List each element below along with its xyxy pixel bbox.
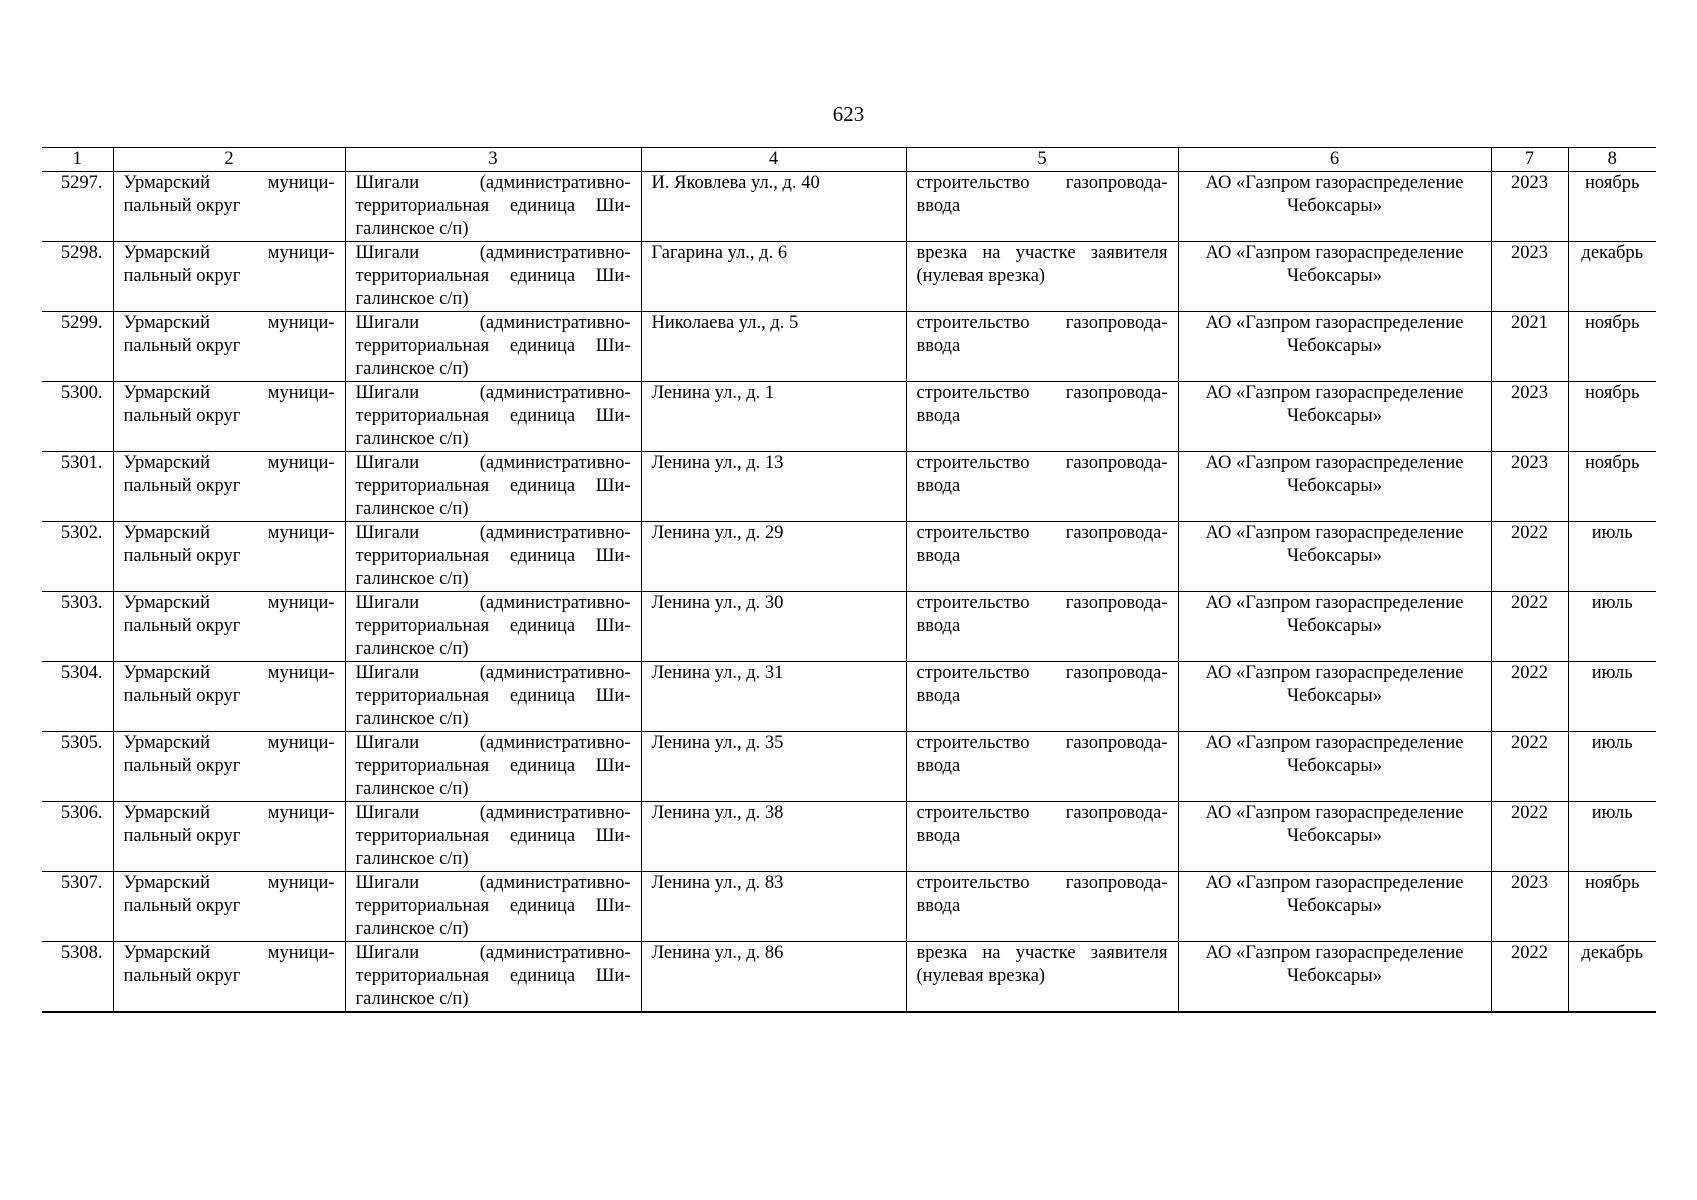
address-cell: Гагарина ул., д. 6: [641, 242, 906, 312]
organization-cell: АО «Газпром газораспределение Чебоксары»: [1178, 382, 1491, 452]
row-number: 5307.: [42, 872, 113, 942]
settlement-cell: Шигали (административно-территориальная единица Ши-галинское с/п): [345, 382, 641, 452]
table-row: [42, 872, 1656, 942]
row-number: 5302.: [42, 522, 113, 592]
work-type-cell: строительство газопровода-ввода: [906, 732, 1178, 802]
work-type-cell: врезка на участке заявителя (нулевая врезка): [906, 942, 1178, 1013]
address-cell: Ленина ул., д. 31: [641, 662, 906, 732]
row-number: 5308.: [42, 942, 113, 1013]
row-number: 5300.: [42, 382, 113, 452]
page-number: 623: [832, 102, 865, 126]
settlement-cell: Шигали (административно-территориальная единица Ши-галинское с/п): [345, 802, 641, 872]
table-row: [42, 592, 1656, 662]
address-cell: И. Яковлева ул., д. 40: [641, 172, 906, 242]
district-cell: Урмарский муници-пальный округ: [113, 522, 345, 592]
table-row: [42, 942, 1656, 1013]
work-type-cell: строительство газопровода-ввода: [906, 802, 1178, 872]
year-cell: 2023: [1491, 872, 1568, 942]
year-cell: 2022: [1491, 802, 1568, 872]
address-cell: Ленина ул., д. 83: [641, 872, 906, 942]
address-cell: Ленина ул., д. 38: [641, 802, 906, 872]
settlement-cell: Шигали (административно-территориальная единица Ши-галинское с/п): [345, 452, 641, 522]
year-cell: 2023: [1491, 242, 1568, 312]
address-cell: Ленина ул., д. 29: [641, 522, 906, 592]
district-cell: Урмарский муници-пальный округ: [113, 732, 345, 802]
row-number: 5297.: [42, 172, 113, 242]
column-numbers-row: [42, 148, 1656, 172]
month-cell: июль: [1568, 662, 1656, 732]
district-cell: Урмарский муници-пальный округ: [113, 872, 345, 942]
settlement-cell: Шигали (административно-территориальная единица Ши-галинское с/п): [345, 942, 641, 1013]
column-header: 3: [345, 148, 641, 172]
row-number: 5305.: [42, 732, 113, 802]
row-number: 5304.: [42, 662, 113, 732]
column-header: 8: [1568, 148, 1656, 172]
address-cell: Ленина ул., д. 30: [641, 592, 906, 662]
row-number: 5303.: [42, 592, 113, 662]
work-type-cell: строительство газопровода-ввода: [906, 592, 1178, 662]
organization-cell: АО «Газпром газораспределение Чебоксары»: [1178, 802, 1491, 872]
work-type-cell: строительство газопровода-ввода: [906, 312, 1178, 382]
year-cell: 2022: [1491, 942, 1568, 1013]
year-cell: 2022: [1491, 662, 1568, 732]
column-header: 7: [1491, 148, 1568, 172]
month-cell: декабрь: [1568, 942, 1656, 1013]
district-cell: Урмарский муници-пальный округ: [113, 382, 345, 452]
table-row: [42, 382, 1656, 452]
district-cell: Урмарский муници-пальный округ: [113, 452, 345, 522]
year-cell: 2022: [1491, 592, 1568, 662]
organization-cell: АО «Газпром газораспределение Чебоксары»: [1178, 662, 1491, 732]
table-row: [42, 662, 1656, 732]
organization-cell: АО «Газпром газораспределение Чебоксары»: [1178, 942, 1491, 1013]
district-cell: Урмарский муници-пальный округ: [113, 312, 345, 382]
district-cell: Урмарский муници-пальный округ: [113, 592, 345, 662]
month-cell: ноябрь: [1568, 382, 1656, 452]
address-cell: Ленина ул., д. 13: [641, 452, 906, 522]
month-cell: июль: [1568, 522, 1656, 592]
column-header: 2: [113, 148, 345, 172]
organization-cell: АО «Газпром газораспределение Чебоксары»: [1178, 172, 1491, 242]
address-cell: Ленина ул., д. 35: [641, 732, 906, 802]
row-number: 5301.: [42, 452, 113, 522]
district-cell: Урмарский муници-пальный округ: [113, 662, 345, 732]
month-cell: ноябрь: [1568, 312, 1656, 382]
table-row: [42, 732, 1656, 802]
work-type-cell: строительство газопровода-ввода: [906, 382, 1178, 452]
row-number: 5298.: [42, 242, 113, 312]
month-cell: июль: [1568, 732, 1656, 802]
work-type-cell: строительство газопровода-ввода: [906, 522, 1178, 592]
address-cell: Ленина ул., д. 86: [641, 942, 906, 1013]
organization-cell: АО «Газпром газораспределение Чебоксары»: [1178, 452, 1491, 522]
settlement-cell: Шигали (административно-территориальная единица Ши-галинское с/п): [345, 522, 641, 592]
work-type-cell: строительство газопровода-ввода: [906, 172, 1178, 242]
column-header: 1: [42, 148, 113, 172]
address-cell: Ленина ул., д. 1: [641, 382, 906, 452]
organization-cell: АО «Газпром газораспределение Чебоксары»: [1178, 242, 1491, 312]
work-type-cell: строительство газопровода-ввода: [906, 872, 1178, 942]
year-cell: 2023: [1491, 452, 1568, 522]
settlement-cell: Шигали (административно-территориальная единица Ши-галинское с/п): [345, 662, 641, 732]
organization-cell: АО «Газпром газораспределение Чебоксары»: [1178, 732, 1491, 802]
table-row: [42, 172, 1656, 242]
work-type-cell: строительство газопровода-ввода: [906, 452, 1178, 522]
district-cell: Урмарский муници-пальный округ: [113, 242, 345, 312]
organization-cell: АО «Газпром газораспределение Чебоксары»: [1178, 872, 1491, 942]
year-cell: 2023: [1491, 172, 1568, 242]
district-cell: Урмарский муници-пальный округ: [113, 172, 345, 242]
organization-cell: АО «Газпром газораспределение Чебоксары»: [1178, 592, 1491, 662]
column-header: 4: [641, 148, 906, 172]
work-type-cell: строительство газопровода-ввода: [906, 662, 1178, 732]
month-cell: июль: [1568, 592, 1656, 662]
column-header: 6: [1178, 148, 1491, 172]
month-cell: июль: [1568, 802, 1656, 872]
year-cell: 2023: [1491, 382, 1568, 452]
row-number: 5299.: [42, 312, 113, 382]
month-cell: ноябрь: [1568, 172, 1656, 242]
table-row: [42, 452, 1656, 522]
table-row: [42, 312, 1656, 382]
table-row: [42, 522, 1656, 592]
registry-table: [42, 147, 1656, 1013]
settlement-cell: Шигали (административно-территориальная единица Ши-галинское с/п): [345, 592, 641, 662]
table-row: [42, 802, 1656, 872]
year-cell: 2021: [1491, 312, 1568, 382]
year-cell: 2022: [1491, 732, 1568, 802]
address-cell: Николаева ул., д. 5: [641, 312, 906, 382]
district-cell: Урмарский муници-пальный округ: [113, 802, 345, 872]
settlement-cell: Шигали (административно-территориальная единица Ши-галинское с/п): [345, 732, 641, 802]
organization-cell: АО «Газпром газораспределение Чебоксары»: [1178, 312, 1491, 382]
settlement-cell: Шигали (административно-территориальная единица Ши-галинское с/п): [345, 172, 641, 242]
month-cell: ноябрь: [1568, 872, 1656, 942]
row-number: 5306.: [42, 802, 113, 872]
settlement-cell: Шигали (административно-территориальная единица Ши-галинское с/п): [345, 872, 641, 942]
organization-cell: АО «Газпром газораспределение Чебоксары»: [1178, 522, 1491, 592]
settlement-cell: Шигали (административно-территориальная единица Ши-галинское с/п): [345, 312, 641, 382]
year-cell: 2022: [1491, 522, 1568, 592]
settlement-cell: Шигали (административно-территориальная единица Ши-галинское с/п): [345, 242, 641, 312]
table-row: [42, 242, 1656, 312]
month-cell: ноябрь: [1568, 452, 1656, 522]
district-cell: Урмарский муници-пальный округ: [113, 942, 345, 1013]
work-type-cell: врезка на участке заявителя (нулевая врезка): [906, 242, 1178, 312]
column-header: 5: [906, 148, 1178, 172]
month-cell: декабрь: [1568, 242, 1656, 312]
